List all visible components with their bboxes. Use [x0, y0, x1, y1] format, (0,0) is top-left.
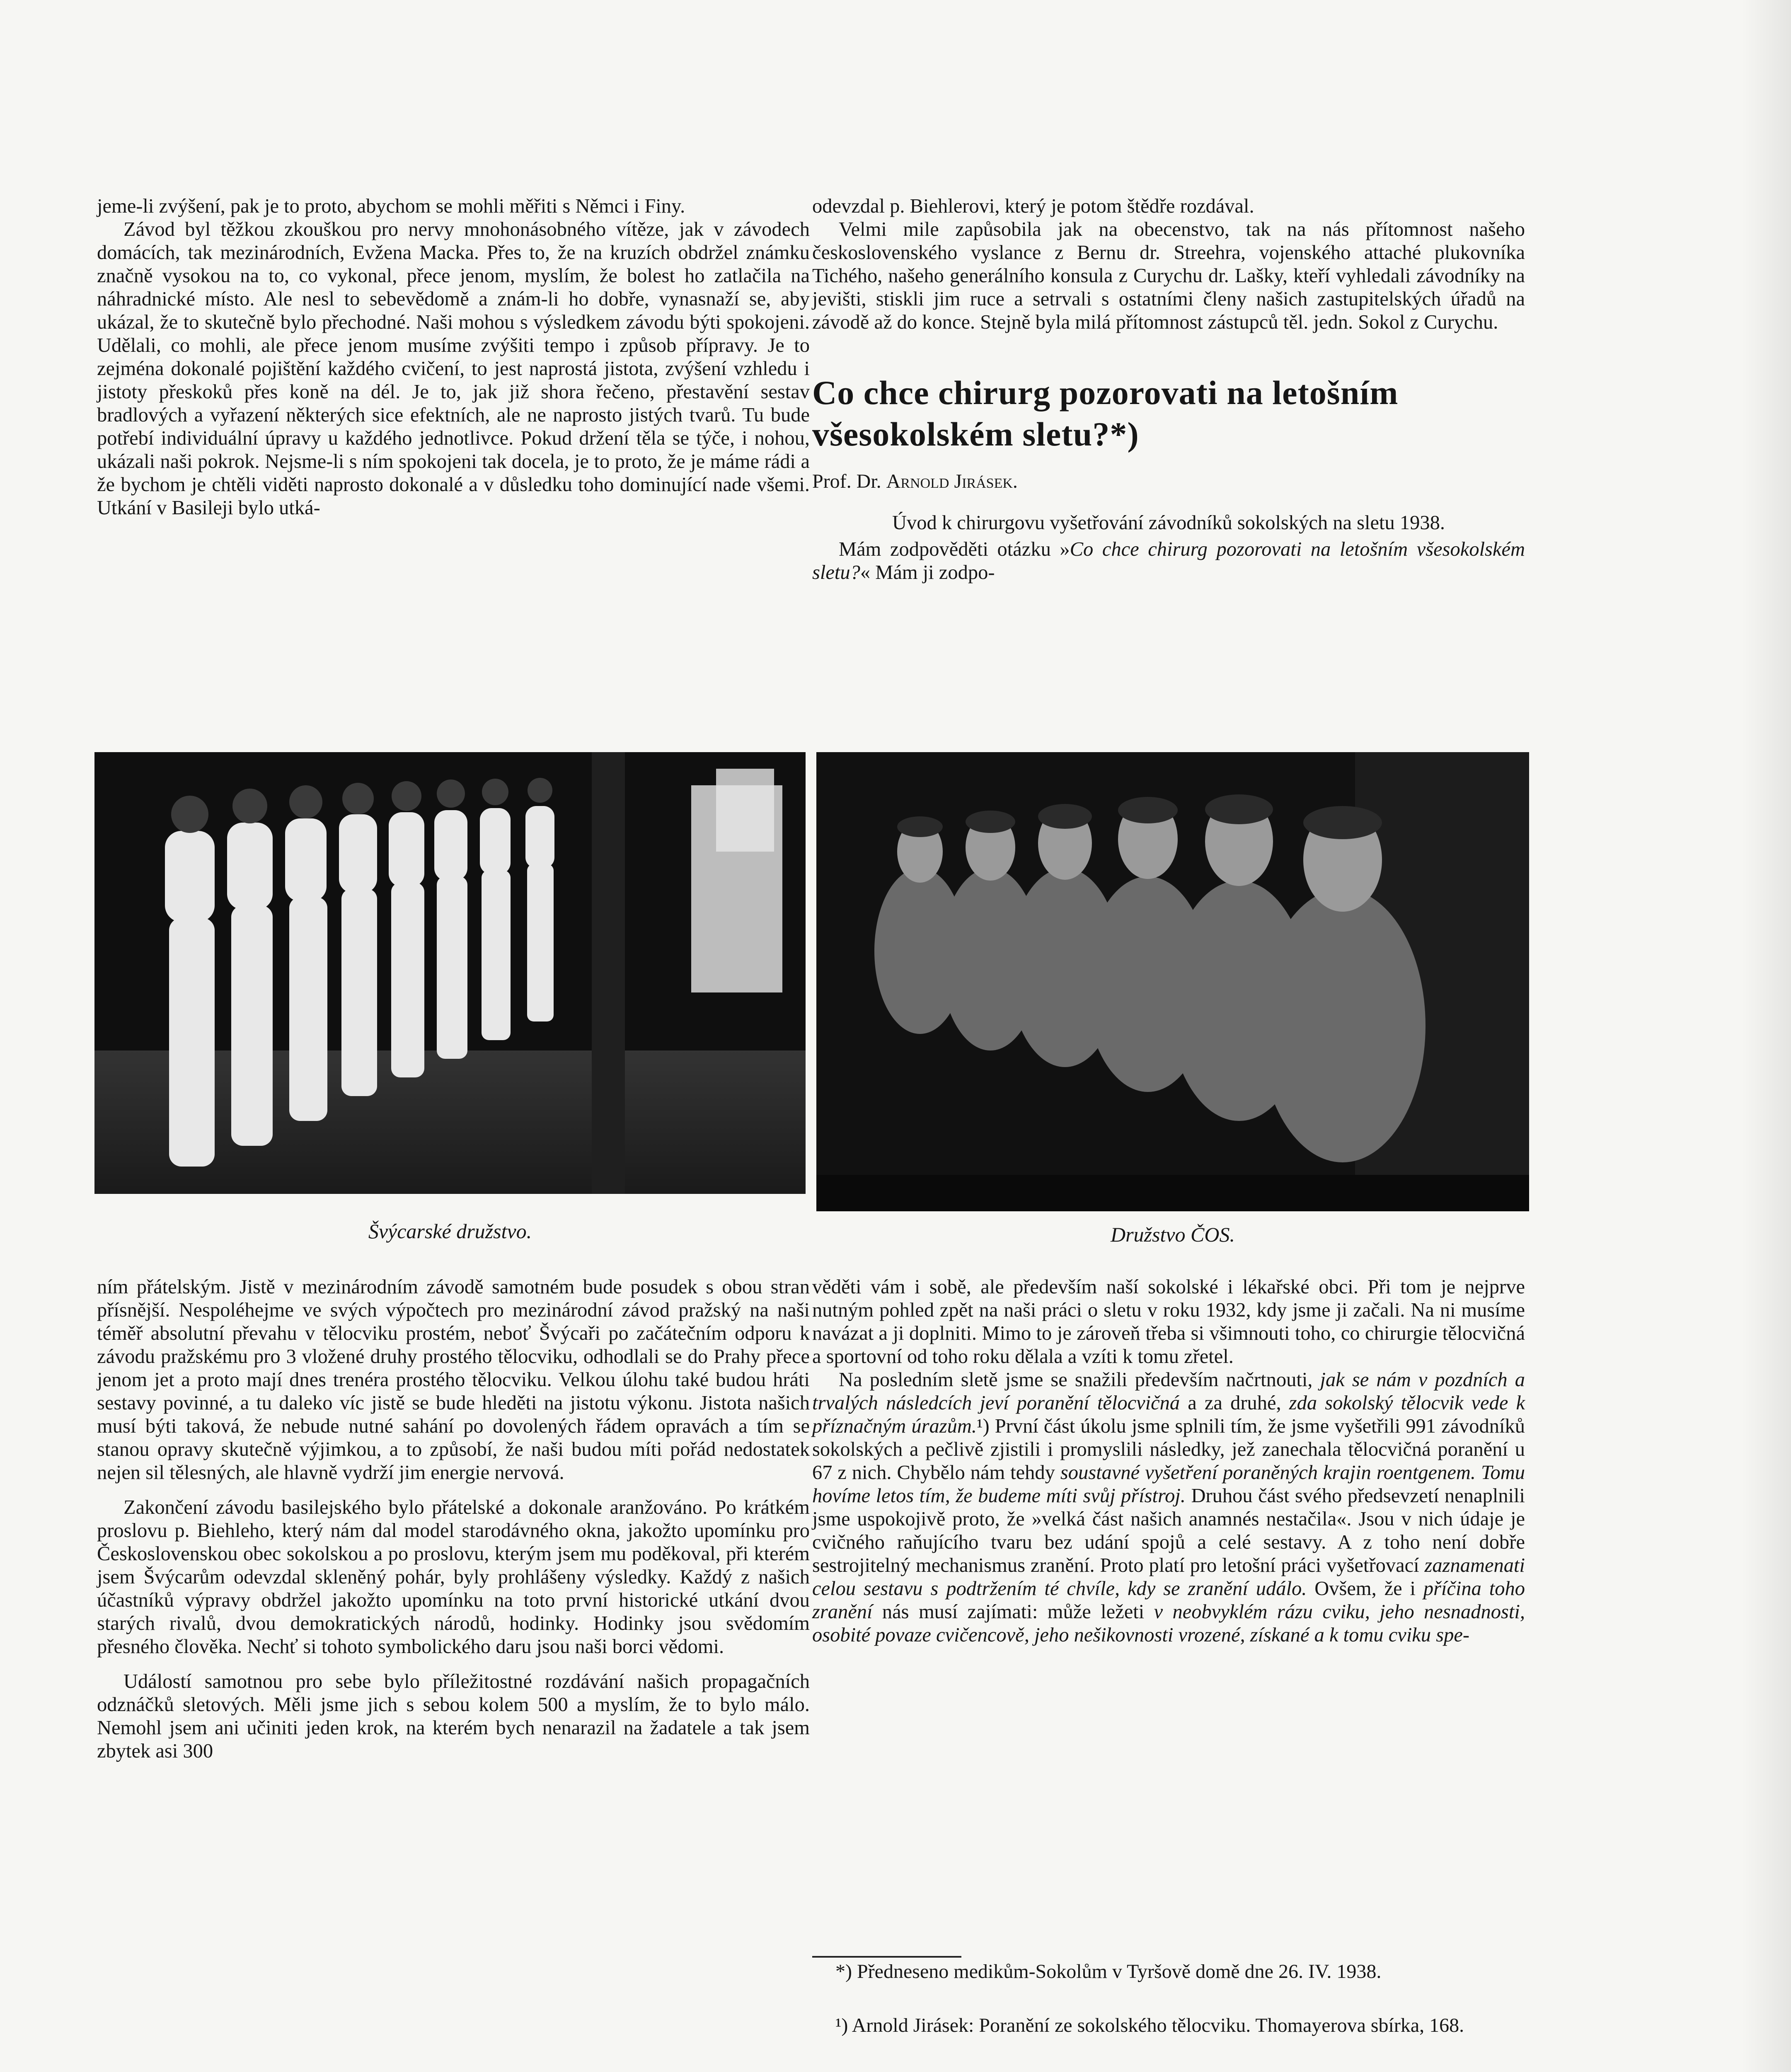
paragraph [812, 1368, 1525, 1647]
text-run-italic: v neobvyklém rázu cviku, jeho nesnadnosti, osobité povaze cvičencově, jeho nešikovnosti vrozené, získané a k tomu cviku spe- [812, 1601, 1525, 1646]
swiss-team-photo [94, 752, 806, 1194]
text-run: Mám zodpověděti otázku » [839, 538, 1070, 560]
article-subtitle: Úvod k chirurgovu vyšetřování závodníků sokolských na sletu 1938. [892, 512, 1445, 534]
paragraph: Událostí samotnou pro sebe bylo příležitostné rozdávání našich propagačních odznáčků sletových. Měli jsme jich s sebou kolem 500 a myslím, že to bylo málo. Nemohl jsem ani učiniti jeden krok, na kterém bych nenarazil na žadatele a tak jsem zbytek asi 300 [97, 1670, 810, 1762]
swiss-team-caption: Švýcarské družstvo. [368, 1220, 532, 1243]
paragraph: Zakončení závodu basilejského bylo přátelské a dokonale aranžováno. Po krátkém proslovu p. Biehleho, který nám dal model starodávného okna, jakožto upomínku pro Československou obec sokolskou a po proslovu, kterým jsem mu poděkoval, při kterém jsem Švýcarům odevzdal skleněný pohár, byly prohlášeny výsledky. Každý z našich účastníků výpravy obdržel jakožto upomínku na toto první historické utkání dvou starých rivalů, dvou demokratických národů, hodinky. Hodinky jsou svědomím přesného člověka. Nechť si tohoto symbolického daru jsou naši borci vědomi. [97, 1496, 810, 1658]
text-run: « Mám ji zodpo- [860, 562, 995, 583]
cos-team-photo-image [816, 752, 1529, 1211]
author-name: Arnold Jirásek. [886, 470, 1018, 492]
paragraph: odevzdal p. Biehlerovi, který je potom štědře rozdával. [812, 195, 1254, 217]
text-run-italic: jak se nám v pozdních a trvalých následcích jeví poranění tělocvičná [812, 1369, 1525, 1414]
text-run: nás musí zajímati: může ležeti [872, 1601, 1154, 1623]
paragraph: Velmi mile zapůsobila jak na obecenstvo, tak na nás přítomnost našeho československého vyslance z Bernu dr. Streehra, vojenského attaché plukovníka Tichého, našeho generálního konsula z Curychu dr. Lašky, kteří vyhledali závodníky na jevišti, stiskli jim ruce a setrvali s ostatními členy našich zastupitelských úřadů na závodě až do konce. Stejně byla milá přítomnost zástupců těl. jedn. Sokol z Curychu. [812, 218, 1525, 333]
byline [812, 470, 1525, 493]
footnote-divider [812, 1956, 961, 1958]
text-run: ¹) První část úkolu jsme splnili tím, že jsme vyšetřili 991 závodníků sokolských a pečlivě zjistili i promyslili následky, jež zanechala tělocvičná poranění u 67 z nich. Chybělo nám tehdy [812, 1415, 1525, 1484]
swiss-team-photo-image [94, 752, 806, 1194]
paragraph: věděti vám i sobě, ale především naší sokolské i lékařské obci. Při tom je nejprve nutným pohled zpět na naši práci o sletu v roku 1932, kdy jsme ji začali. Na ni musíme navázat a ji doplniti. Mimo to je zároveň třeba si všimnouti toho, co chirurgie tělocvičná a sportovní od toho roku dělala a vzíti k tomu zřetel. [812, 1276, 1525, 1368]
paragraph: ním přátelským. Jistě v mezinárodním závodě samotném bude posudek s obou stran přísnější. Nespoléhejme ve svých výpočtech pro mezinárodní závod pražský na naši téměř absolutní převahu v tělocviku prostém, neboť Švýcaři po začátečním odporu k závodu pražskému pro 3 vložené druhy prostého tělocviku, odhodlali se do Prahy přece jenom jet a proto mají dnes trenéra prostého tělocviku. Velkou úlohu také budou hráti sestavy povinné, a tu daleko víc jistě se bude hleděti na jistotu výkonu. Jistota našich musí býti taková, že nebude nutné sahání po dovolených řádem opravách a tím se stanou opravy skutečně výjimkou, a to způsobí, že naši budou míti pořád nedostatek nejen sil tělesných, ale hlavně vydrží jim energie nervová. [97, 1276, 810, 1484]
footnote-2: ¹) Arnold Jirásek: Poranění ze sokolského tělocviku. Thomayerova sbírka, 168. [835, 2014, 1464, 2036]
page-edge-shadow [1741, 0, 1791, 2072]
left-column-bottom [97, 1276, 810, 1763]
paragraph [812, 538, 1525, 584]
footnote-1: *) Předneseno medikům-Sokolům v Tyršově domě dne 26. IV. 1938. [835, 1961, 1382, 1982]
cos-team-caption: Družstvo ČOS. [1110, 1223, 1235, 1246]
text-run-italic: soustavné vyšetření poraněných krajin roentgenem. Tomu hovíme letos tím, že budeme míti svůj přístroj. [812, 1462, 1525, 1507]
right-column-bottom [812, 1276, 1525, 1647]
cos-team-photo [816, 752, 1529, 1211]
paragraph: Závod byl těžkou zkouškou pro nervy mnohonásobného vítěze, jak v závodech domácích, tak mezinárodních, Evžena Macka. Přes to, že na kruzích obdržel známku značně vysokou na to, co vykonal, přece jenom, myslím, že bolest ho zatlačila na náhradnické místo. Ale nesl to sebevědomě a znám-li ho dobře, vynasnaží se, aby ukázal, že to skutečně bylo přechodné. Naši mohou s výsledkem závodu býti spokojeni. Udělali, co mohli, ale přece jenom musíme zvýšiti tempo i způsob přípravy. Je to zejména dokonalé pojištění každého cvičení, to jest naprostá jistota, zvýšení vzhledu i jistoty přeskoků přes koně na dél. Je to, jak již shora řečeno, přestavění sestav bradlových a vyřazení některých sice efektních, ale ne naprosto jistých tvarů. Tu bude potřebí individuální úpravy u každého jednotlivce. Pokud držení těla se týče, i nohou, ukázali naši pokrok. Nejsme-li s ním spokojeni tak docela, je to proto, že je máme rádi a že bychom je chtěli viděti naprosto dokonalé a v důsledku toho dominující nade všemi. Utkání v Basileji bylo utká- [97, 218, 810, 519]
text-run: Ovšem, že i [1307, 1578, 1423, 1600]
text-run: a za druhé, [1180, 1392, 1289, 1414]
text-run-italic: příčina toho zranění [812, 1578, 1525, 1623]
text-run-italic: zaznamenati celou sestavu s podtržením té chvíle, kdy se zranění událo. [812, 1554, 1525, 1600]
article-headline: Co chce chirurg pozorovati na letošním všesokolském sletu?*) [812, 374, 1399, 453]
text-run: Na posledním sletě jsme se snažili především načrtnouti, [839, 1369, 1320, 1391]
byline-prefix: Prof. Dr. [812, 470, 886, 492]
text-run: Druhou část svého předsevzetí nenaplnili jsme uspokojivě proto, že »velká část našich anamnés nestačila«. Jsou v nich údaje je cvičného raňujícího tvaru bez udání spojů a celé sestavy. A z toho není dobře sestrojitelný mechanismus zranění. Proto platí pro letošní práci vyšetřovací [812, 1485, 1525, 1576]
text-run-italic: zda sokolský tělocvik vede k příznačným úrazům. [812, 1392, 1525, 1437]
left-column-top [97, 195, 810, 520]
text-run-italic: Co chce chirurg pozorovati na letošním všesokolském sletu? [812, 538, 1525, 583]
paragraph: jeme-li zvýšení, pak je to proto, abychom se mohli měřiti s Němci i Finy. [97, 195, 685, 217]
right-column-top [812, 195, 1525, 584]
